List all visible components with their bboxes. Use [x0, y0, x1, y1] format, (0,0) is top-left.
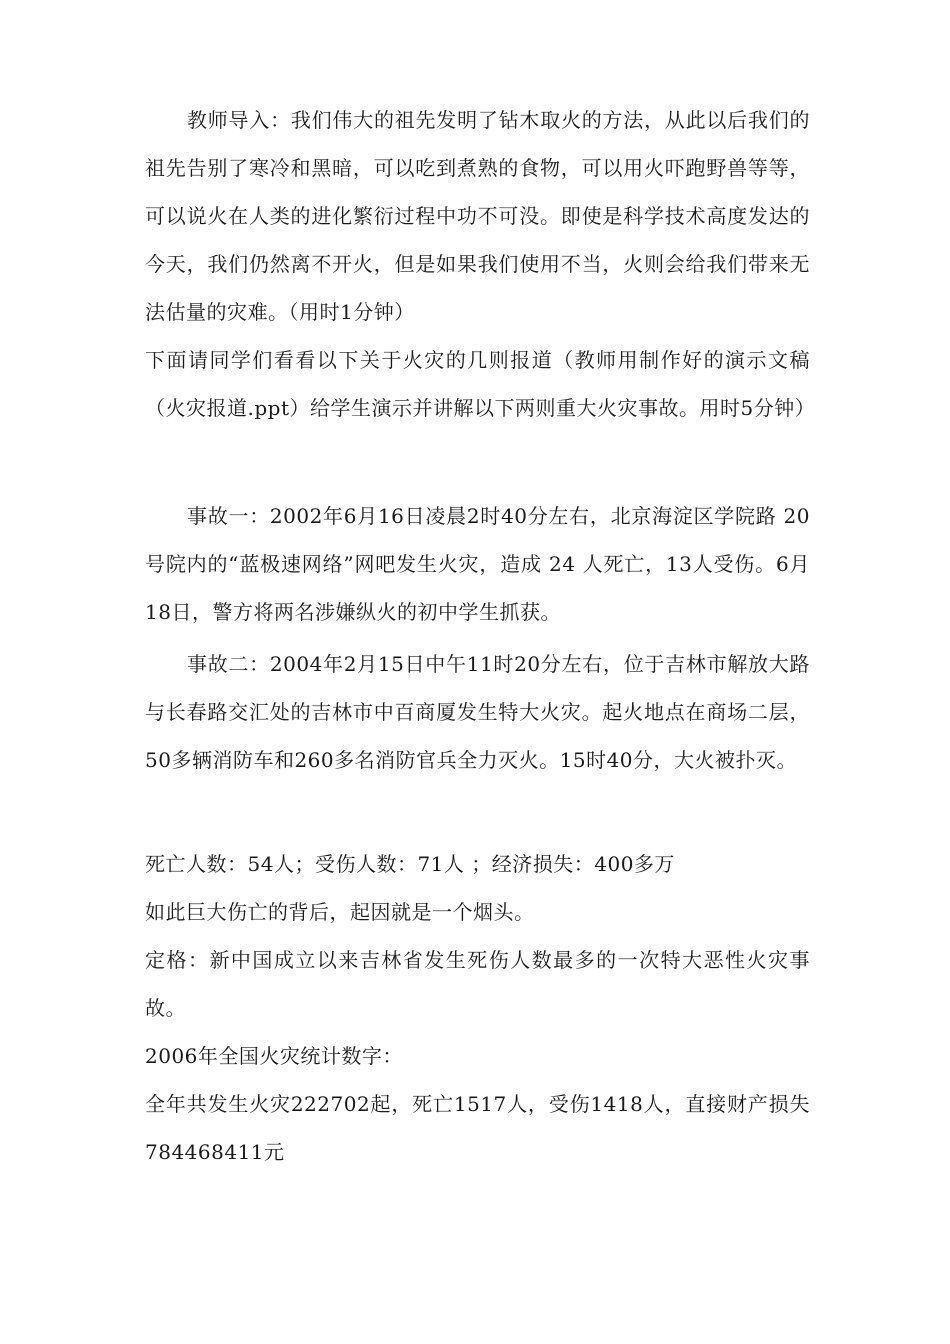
- intro-paragraph: 教师导入：我们伟大的祖先发明了钻木取火的方法，从此以后我们的祖先告别了寒冷和黑暗，可以吃到煮熟的食物，可以用火吓跑野兽等等，可以说火在人类的进化繁衍过程中功不可没。即使是科学技术高度发达的今天，我们仍然离不开火，但是如果我们使用不当，火则会给我们带来无法估量的灾难。（用时1分钟）: [145, 108, 810, 324]
- statistics-title: 2006年全国火灾统计数字：: [145, 1044, 403, 1068]
- status-paragraph: 定格：新中国成立以来吉林省发生死伤人数最多的一次特大恶性火灾事故。: [145, 948, 810, 1020]
- cause-line: 如此巨大伤亡的背后，起因就是一个烟头。: [145, 900, 535, 924]
- case-two-paragraph: 事故二：2004年2月15日中午11时20分左右，位于吉林市解放大路与长春路交汇处的吉林市中百商厦发生特大火灾。起火地点在商场二层，50多辆消防车和260多名消防官兵全力灭火。15时40分，大火被扑灭。: [145, 652, 810, 772]
- casualties-line: 死亡人数：54人；受伤人数：71人 ；经济损失：400多万: [145, 852, 675, 876]
- reports-paragraph: 下面请同学们看看以下关于火灾的几则报道（教师用制作好的演示文稿（火灾报道.ppt）给学生演示并讲解以下两则重大火灾事故。用时5分钟）: [145, 348, 816, 420]
- case-one-paragraph: 事故一：2002年6月16日凌晨2时40分左右，北京海淀区学院路 20 号院内的“蓝极速网络”网吧发生火灾，造成 24 人死亡，13人受伤。6月18日，警方将两名涉嫌纵火的初中学生抓获。: [145, 504, 810, 624]
- statistics-paragraph: 全年共发生火灾222702起，死亡1517人，受伤1418人，直接财产损失784468411元: [145, 1092, 810, 1164]
